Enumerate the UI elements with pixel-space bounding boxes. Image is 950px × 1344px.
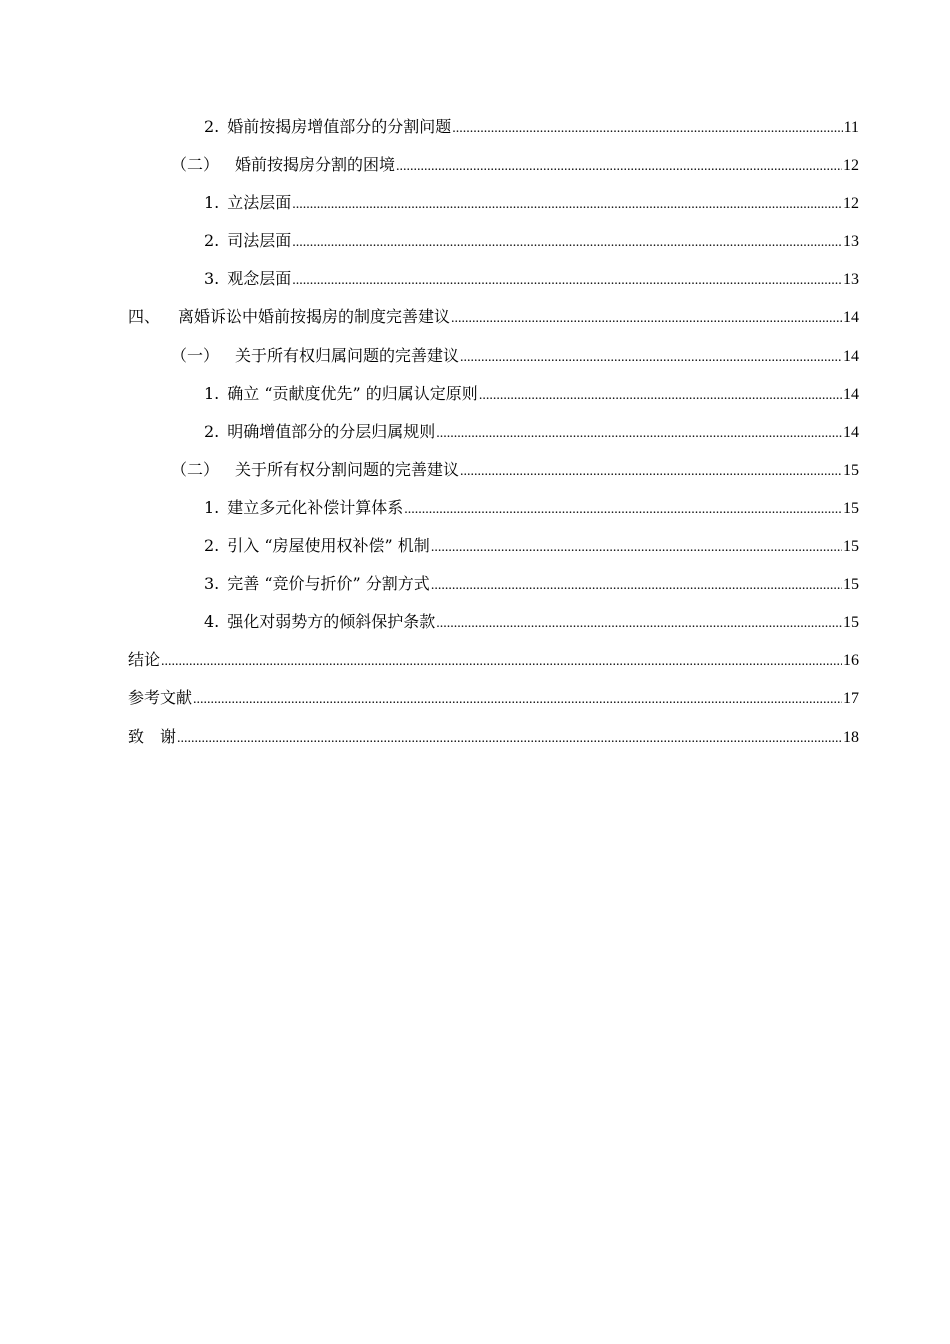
toc-dot-leader [460,453,842,491]
toc-entry-title: 引入 “房屋使用权补偿” 机制 [227,536,430,556]
toc-entry-title: 婚前按揭房增值部分的分割问题 [227,117,452,136]
toc-dot-leader [436,415,842,453]
toc-entry-number: 2. [204,117,220,136]
toc-entry-page-number: 15 [843,576,859,594]
toc-entry[interactable] [128,298,859,336]
toc-entry-number: 2. [204,231,220,251]
toc-entry-title: 观念层面 [227,269,292,289]
toc-entry-number: 1. [204,497,220,517]
toc-entry-page-number: 13 [843,233,859,251]
toc-entry-title: 参考文献 [128,688,193,708]
toc-dot-leader [436,605,842,643]
toc-dot-leader [460,339,842,377]
toc-entry-title: 关于所有权归属问题的完善建议 [235,345,460,365]
toc-entry-page-number: 11 [843,119,859,136]
toc-entry-page-number: 15 [843,538,859,556]
toc-entry-conclusion[interactable] [128,641,859,679]
toc-entry[interactable] [128,337,859,375]
toc-entry[interactable] [128,527,859,565]
toc-entry-page-number: 14 [843,385,859,403]
toc-entry-number: （一） [171,345,220,365]
toc-entry[interactable] [128,565,859,603]
toc-dot-leader [431,567,842,605]
toc-entry[interactable] [128,184,859,222]
toc-entry-page-number: 16 [843,652,859,670]
toc-entry-number: 1. [204,383,220,403]
toc-entry[interactable] [128,413,859,451]
toc-entry[interactable] [128,146,859,184]
toc-entry-references[interactable] [128,679,859,717]
toc-dot-leader [451,300,842,338]
toc-entry-page-number: 18 [843,728,859,746]
toc-dot-leader [161,643,842,681]
toc-entry-title: 完善 “竞价与折价” 分割方式 [227,574,430,594]
toc-entry[interactable] [128,603,859,641]
toc-dot-leader [479,377,842,415]
toc-entry-acknowledgements[interactable] [128,718,859,756]
toc-entry-page-number: 15 [843,461,859,479]
toc-entry-page-number: 15 [843,499,859,517]
toc-entry-page-number: 15 [843,614,859,632]
toc-entry-title: 关于所有权分割问题的完善建议 [235,459,460,479]
toc-entry-title: 婚前按揭房分割的困境 [235,155,396,175]
toc-dot-leader [292,186,842,224]
toc-entry-number: 3. [204,269,220,289]
toc-entry-title: 司法层面 [227,231,292,251]
toc-entry-title: 确立 “贡献度优先” 的归属认定原则 [227,383,478,403]
toc-entry-number: 2. [204,536,220,556]
table-of-contents [128,108,859,756]
toc-dot-leader [177,720,842,758]
toc-dot-leader [292,262,842,300]
toc-dot-leader [431,529,842,567]
toc-entry-title: 强化对弱势方的倾斜保护条款 [227,612,436,632]
toc-entry[interactable] [128,375,859,413]
toc-dot-leader [404,491,842,529]
toc-entry-number: （二） [171,155,220,175]
toc-entry-number: 2. [204,421,220,441]
toc-entry-page-number: 13 [843,271,859,289]
toc-entry-number: 四、 [128,307,161,327]
toc-dot-leader [292,224,842,262]
toc-entry-page-number: 12 [843,157,859,175]
toc-entry-number: 3. [204,574,220,594]
toc-entry-title: 立法层面 [227,193,292,213]
toc-entry[interactable] [128,489,859,527]
toc-dot-leader [452,110,842,148]
toc-dot-leader [193,681,842,719]
toc-entry-title: 明确增值部分的分层归属规则 [227,421,436,441]
toc-entry-page-number: 12 [843,195,859,213]
toc-entry-page-number: 14 [843,347,859,365]
toc-entry-title: 致 谢 [128,726,177,746]
toc-dot-leader [396,148,842,186]
toc-entry[interactable] [128,222,859,260]
toc-entry-title: 结论 [128,650,161,670]
toc-entry[interactable] [128,108,859,146]
toc-entry-page-number: 14 [843,309,859,327]
toc-entry[interactable] [128,260,859,298]
toc-entry-number: （二） [171,459,220,479]
toc-entry-number: 4. [204,612,220,632]
toc-entry-number: 1. [204,193,220,213]
toc-entry-title: 离婚诉讼中婚前按揭房的制度完善建议 [178,307,451,327]
toc-entry-page-number: 14 [843,423,859,441]
toc-entry-title: 建立多元化补偿计算体系 [227,497,404,517]
toc-entry[interactable] [128,451,859,489]
toc-entry-page-number: 17 [843,690,859,708]
